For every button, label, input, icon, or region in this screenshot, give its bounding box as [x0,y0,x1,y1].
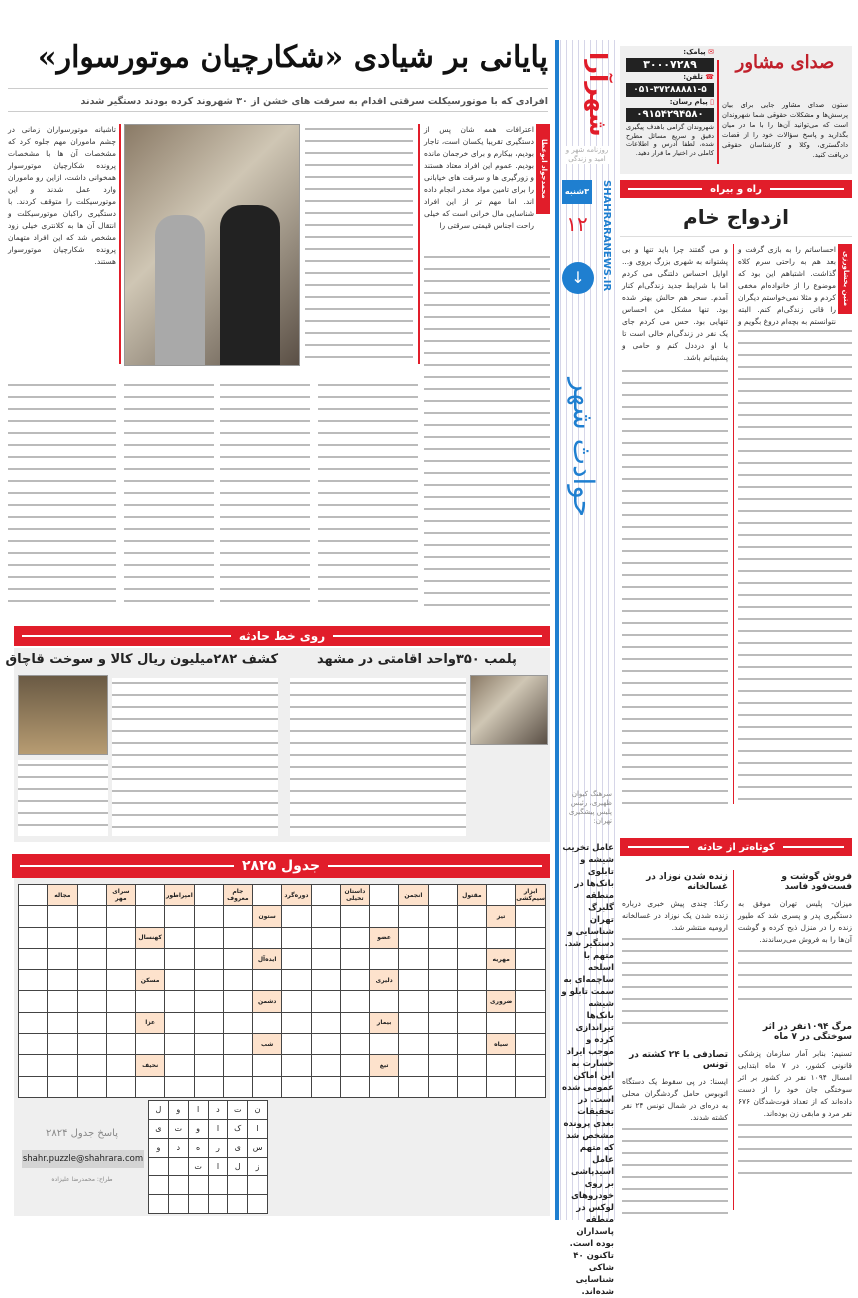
answer-cell: و [149,1139,168,1157]
crossword-cell[interactable] [516,928,545,948]
crossword-cell[interactable] [224,906,252,926]
phone-icon: ☎ [702,73,714,81]
crossword-cell[interactable] [224,1077,252,1097]
crossword-clue: شب [253,1034,281,1054]
crossword-cell[interactable] [48,1055,76,1075]
crossword-cell[interactable] [516,1034,545,1054]
crossword-cell[interactable] [282,1013,310,1033]
crossword-cell[interactable] [341,906,369,926]
crossword-cell[interactable] [195,970,223,990]
column-text-left: و می گفتند چرا باید تنها و بی پشتوانه به شهری بزرگ بروی و... اوایل احساس دلتنگی می کردم اما با شرایط جدید زندگی‌ام کنار آمدم. سحر هم حالش بهتر شده بود. تنها مشکل من احساس تنهایی بود. حس می کردم جای یک نفر در زندگی‌ام خالی است تا با او درددل کنم و حامی و پشتیبانم باشد. [622,245,728,362]
crossword-cell[interactable] [458,949,486,969]
main-headline: پایانی بر شیادی «شکارچیان موتورسوار» [37,40,548,75]
crossword-cell[interactable] [370,949,398,969]
crossword-cell[interactable] [516,970,545,990]
section-name: حوادث شهر [567,378,600,518]
crossword-cell[interactable] [429,885,457,905]
answer-cell: و [169,1101,188,1119]
crossword-cell[interactable] [458,991,486,1011]
answer-cell: د [209,1101,228,1119]
answer-cell: و [189,1120,208,1138]
column-author-tag: متین بخشاورزی [838,244,852,314]
brief-text: میزان- پلیس تهران موفق به دستگیری پدر و پسری شد که طیور زنده را در منزل ذبح کرده و گوشت آن‌ها را به فروش می‌رساندند. [738,899,852,944]
crossword-clue: مجاله [48,885,76,905]
crossword-cell[interactable] [165,928,193,948]
crossword-clue: ایده‌آل [253,949,281,969]
crossword-cell[interactable] [458,928,486,948]
crossword-cell[interactable] [78,1013,106,1033]
crossword-cell[interactable] [487,1077,515,1097]
crossword-cell[interactable] [195,928,223,948]
answer-cell: ت [189,1158,208,1176]
crossword-cell[interactable] [312,1034,340,1054]
crossword-cell[interactable] [165,1077,193,1097]
crossword-cell[interactable] [341,949,369,969]
crossword-cell[interactable] [312,1013,340,1033]
answer-cell: ک [228,1120,247,1138]
crossword-cell[interactable] [370,1034,398,1054]
article-photo [124,124,300,366]
brief-title: مرگ ۱۰۹۴نفر در اثر سوختگی در ۷ ماه [762,1022,852,1042]
crossword-cell[interactable] [282,991,310,1011]
answer-cell: ا [248,1120,267,1138]
crossword-cell[interactable] [282,970,310,990]
crossword-cell[interactable] [312,970,340,990]
crossword-cell[interactable] [312,928,340,948]
crossword-clue: نحیف [136,1055,164,1075]
crossword-cell[interactable] [370,1077,398,1097]
crossword-cell[interactable] [78,885,106,905]
crossword-cell[interactable] [458,970,486,990]
crossword-cell[interactable] [195,991,223,1011]
answer-cell: ه [189,1139,208,1157]
crossword-cell[interactable] [399,928,427,948]
article-column [305,124,413,364]
crossword-cell[interactable] [312,1077,340,1097]
crossword-cell[interactable] [19,991,47,1011]
answer-cell: ا [209,1158,228,1176]
crossword-clue: دلیری [370,970,398,990]
crossword-cell[interactable] [312,991,340,1011]
crossword-cell[interactable] [399,949,427,969]
crossword-cell[interactable] [224,1013,252,1033]
crossword-cell[interactable] [458,1055,486,1075]
crossword-cell[interactable] [224,928,252,948]
crossword-cell[interactable] [399,991,427,1011]
crossword-cell[interactable] [78,906,106,926]
crossword-cell[interactable] [19,1077,47,1097]
tagline: روزنامه شهر و امید و زندگی [562,146,612,164]
smuggling-photo [18,675,108,755]
crossword-cell[interactable] [429,928,457,948]
crossword-cell[interactable] [19,949,47,969]
crossword-cell[interactable] [48,949,76,969]
crossword-cell[interactable] [136,1077,164,1097]
phone-label: تلفن: [683,73,703,81]
answer-cell: ی [228,1139,247,1157]
crossword-cell[interactable] [78,949,106,969]
answer-cell: ا [189,1101,208,1119]
article-column-left: تاشیانه موتورسواران زمانی در چشم ماموران مهم جلوه کرد که مشخصات آن ها با مشخصات پرونده شکارچیان موتورسوار همخوانی داشت، ازاین رو ماموران وارد عمل شدند و این موتورسیکلت را متوقف کردند. با دستگیری راکبان موتورسیکلت و انتقال آن ها به کلانتری خیلی زود مشخص شد که این افراد متهمان پرونده شکارچیان موتورسوار هستند. [8,125,116,266]
crossword-cell[interactable] [341,1077,369,1097]
crossword-cell[interactable] [516,1013,545,1033]
crossword-clue: کهنسال [136,928,164,948]
crossword-cell[interactable] [370,906,398,926]
puzzle-email[interactable]: shahr.puzzle@shahrara.com [22,1150,144,1168]
crossword-cell[interactable] [487,970,515,990]
brief-item [622,872,728,1024]
answer-cell [149,1195,168,1213]
crossword-cell[interactable] [195,906,223,926]
designer-credit: طراح: محمدرضا علیزاده [51,1176,113,1183]
crossword-cell[interactable] [48,1034,76,1054]
crossword-cell[interactable] [282,1077,310,1097]
crossword-cell[interactable] [78,1055,106,1075]
crossword-cell[interactable] [516,949,545,969]
crossword-cell[interactable] [487,928,515,948]
sms-icon: ✉ [705,48,714,56]
crossword-clue: سرای مهر [107,885,135,905]
crossword-clue: ضروری [487,991,515,1011]
crossword-cell[interactable] [312,885,340,905]
answer-cell [248,1195,267,1213]
answer-cell: ی [149,1120,168,1138]
crossword-cell[interactable] [429,1013,457,1033]
crossword-cell[interactable] [399,1055,427,1075]
crossword-cell[interactable] [341,1013,369,1033]
answer-title: پاسخ جدول ۲۸۲۴ [45,1128,119,1139]
sms-number[interactable]: ۳۰۰۰۷۲۸۹ [626,58,714,72]
crossword-cell[interactable] [19,906,47,926]
answer-cell: ل [149,1101,168,1119]
advisor-description: ستون صدای مشاور جایی برای بیان پرسش‌ها و مشکلات حقوقی شما شهروندان است که می‌توانید آن‌ها را با ما در میان بگذارید و پاسخ سؤالات خود را از قضات دادگستری، وکلا و کارشناسان حقوقی دریافت کنید. [722,101,848,159]
crossword-cell[interactable] [487,1013,515,1033]
crossword-cell[interactable] [429,949,457,969]
crossword-cell[interactable] [224,991,252,1011]
crossword-clue: مقتول [458,885,486,905]
answer-cell [189,1176,208,1194]
answer-cell [248,1176,267,1194]
answer-cell [149,1176,168,1194]
answer-cell: ل [228,1158,247,1176]
crossword-cell[interactable] [282,906,310,926]
briefs-title: کوتاه‌تر از حادثه [697,841,775,853]
crossword-cell[interactable] [341,928,369,948]
messenger-number[interactable]: ۰۹۱۵۴۲۹۴۵۸۰ [626,108,714,122]
crossword-cell[interactable] [165,1013,193,1033]
crossword-cell[interactable] [458,1013,486,1033]
crossword-cell[interactable] [19,1055,47,1075]
answer-cell [189,1195,208,1213]
crossword-clue: انجمن [399,885,427,905]
crossword-cell[interactable] [195,949,223,969]
crossword-cell[interactable] [136,1034,164,1054]
answer-cell [209,1195,228,1213]
answer-cell [169,1195,188,1213]
crossword-clue: مسکن [136,970,164,990]
crossword-clue: جام معروف [224,885,252,905]
crossword-cell[interactable] [136,885,164,905]
crossword-cell[interactable] [341,991,369,1011]
crossword-cell[interactable] [370,991,398,1011]
crossword-cell[interactable] [107,970,135,990]
crossword-clue: داستان تخیلی [341,885,369,905]
crossword-cell[interactable] [195,1034,223,1054]
newspaper-logo: شهرآرا [584,51,612,137]
crossword-cell[interactable] [78,1034,106,1054]
answer-cell: ز [248,1158,267,1176]
crossword-cell[interactable] [165,1034,193,1054]
crossword-clue: تیغ [370,1055,398,1075]
column-section-title: راه و بیراه [710,183,762,195]
crossword-cell[interactable] [487,885,515,905]
crossword-cell[interactable] [253,970,281,990]
website[interactable]: SHAHRARANEWS.IR [601,180,612,292]
crossword-clue: امپراطور [165,885,193,905]
answer-grid [148,1100,268,1214]
phone-number[interactable]: ۰۵۱-۳۷۲۸۸۸۸۱-۵ [626,83,714,97]
answer-cell [149,1158,168,1176]
crossword-cell[interactable] [282,1055,310,1075]
crossword-title: جدول ۲۸۲۵ [241,858,321,874]
advisor-note: شهروندان گرامی باهدف پیگیری دقیق و سریع مسائل مطرح شده، لطفا آدرس و اطلاعات کاملی در اختیار ما قرار دهید. [626,123,714,157]
incident-section-bar [14,626,550,646]
crossword-cell[interactable] [107,1055,135,1075]
crossword-clue: ابزار سیم‌کشی [516,885,545,905]
sealing-photo [470,675,548,745]
crossword-cell[interactable] [19,1034,47,1054]
crossword-cell[interactable] [253,1077,281,1097]
crossword-cell[interactable] [370,885,398,905]
crossword-cell[interactable] [136,906,164,926]
crossword-cell[interactable] [429,906,457,926]
sms-label: پیامک: [683,48,706,56]
crossword-cell[interactable] [165,1055,193,1075]
crossword-cell[interactable] [107,1013,135,1033]
answer-cell [169,1176,188,1194]
crossword-cell[interactable] [341,1055,369,1075]
side-caption: سرهنگ کیوان ظهیری، رئیس پلیس پیشگیری تهران: [568,790,612,825]
crossword-cell[interactable] [107,949,135,969]
crossword-cell[interactable] [458,906,486,926]
crossword-cell[interactable] [429,991,457,1011]
main-subheadline: افرادی که با موتورسیکلت سرقتی اقدام به سرقت های خشن از ۳۰ شهروند کرده بودند دستگیر شدند [8,96,548,112]
crossword-cell[interactable] [429,1055,457,1075]
answer-cell: ر [209,1139,228,1157]
crossword-cell[interactable] [78,991,106,1011]
crossword-cell[interactable] [165,970,193,990]
crossword-cell[interactable] [78,1077,106,1097]
crossword-cell[interactable] [195,885,223,905]
crossword-cell[interactable] [341,970,369,990]
column-text-right: احساساتم را به بازی گرفت و بعد هم به راحتی سرم کلاه گذاشت. اشتباهم این بود که موضوع را از خانواده‌ام مخفی کردم و مثلا نمی‌خواستم دیگران را قاتی زندگی‌ام کنم. البته نتوانستم به بچه‌ام دروغ بگویم و [738,245,836,326]
crossword-cell[interactable] [399,1013,427,1033]
crossword-cell[interactable] [253,885,281,905]
crossword-cell[interactable] [516,991,545,1011]
crossword-cell[interactable] [253,928,281,948]
crossword-cell[interactable] [516,1077,545,1097]
crossword-cell[interactable] [516,1055,545,1075]
incident-section-title: روی خط حادثه [238,629,326,643]
answer-cell [228,1176,247,1194]
answer-cell: ت [169,1120,188,1138]
crossword-cell[interactable] [136,991,164,1011]
crossword-cell[interactable] [48,991,76,1011]
crossword-cell[interactable] [195,1077,223,1097]
crossword-cell[interactable] [48,970,76,990]
brief-title: تصادفی با ۲۴ کشته در تونس [629,1050,728,1070]
crossword-cell[interactable] [458,1034,486,1054]
answer-cell: د [169,1139,188,1157]
crossword-cell[interactable] [195,1013,223,1033]
crossword-cell[interactable] [341,1034,369,1054]
crossword-cell[interactable] [224,1034,252,1054]
crossword-grid[interactable] [18,884,546,1098]
crossword-cell[interactable] [19,1013,47,1033]
crossword-cell[interactable] [282,949,310,969]
answer-cell: س [248,1139,267,1157]
crossword-cell[interactable] [107,1077,135,1097]
crossword-cell[interactable] [312,949,340,969]
answer-cell: ن [248,1101,267,1119]
crossword-cell[interactable] [195,1055,223,1075]
crossword-cell[interactable] [253,1055,281,1075]
crossword-cell[interactable] [107,906,135,926]
crossword-cell[interactable] [19,970,47,990]
crossword-clue: مهریه [487,949,515,969]
crossword-clue: سیاه [487,1034,515,1054]
crossword-cell[interactable] [107,991,135,1011]
crossword-cell[interactable] [312,906,340,926]
messenger-label: پیام رسان: [669,98,708,106]
crossword-clue: ستون [253,906,281,926]
brief-text: تسنیم: بنابر آمار سازمان پزشکی قانونی کشور، در ۷ ماه ابتدایی امسال ۱۰۹۴ نفر در کشور بر اثر سوختگی جان خود را از دست داده‌اند که از تعداد فوت‌شدگان ۶۷۶ نفر مرد و مابقی زن بوده‌اند. [738,1049,853,1118]
brief-item [738,872,852,1006]
answer-cell [169,1158,188,1176]
brief-title: زنده شدن نوزاد در غسالخانه [646,872,728,892]
author-tag: محمدجواد ابوعطا [536,124,550,214]
answer-cell: ا [209,1120,228,1138]
crossword-cell[interactable] [253,1013,281,1033]
brief-item [738,1022,852,1180]
crossword-clue: دوره‌گرد [282,885,310,905]
story-title-smuggling: کشف ۲۸۲میلیون ریال کالا و سوخت قاچاق [5,652,278,667]
crossword-cell[interactable] [78,970,106,990]
crossword-cell[interactable] [165,991,193,1011]
crossword-cell[interactable] [48,928,76,948]
crossword-cell[interactable] [165,949,193,969]
crossword-cell[interactable] [399,1034,427,1054]
crossword-cell[interactable] [458,1077,486,1097]
crossword-cell[interactable] [78,928,106,948]
crossword-cell[interactable] [516,906,545,926]
story-title-sealing: پلمب ۳۵۰واحد اقامتی در مشهد [317,652,517,667]
crossword-cell[interactable] [19,928,47,948]
answer-cell [228,1195,247,1213]
crossword-cell[interactable] [107,928,135,948]
brief-text: رکنا: چندی پیش خبری درباره زنده شدن یک نوزاد در غسالخانه ارومیه منتشر شد. [622,899,728,932]
brief-text: ایسنا: در پی سقوط یک دستگاه اتوبوس حامل گردشگران محلی به دره‌ای در شمال تونس ۲۴ نفر کشته شدند. [622,1077,728,1122]
crossword-cell[interactable] [487,1055,515,1075]
crossword-clue: عزا [136,1013,164,1033]
arrow-down-icon: ↓ [562,262,594,294]
crossword-cell[interactable] [224,1055,252,1075]
crossword-cell[interactable] [224,970,252,990]
crossword-cell[interactable] [48,906,76,926]
crossword-cell[interactable] [429,1077,457,1097]
brief-title: فروش گوشت و فست‌فود فاسد [781,872,852,892]
crossword-cell[interactable] [48,1013,76,1033]
crossword-cell[interactable] [19,885,47,905]
crossword-cell[interactable] [48,1077,76,1097]
crossword-clue: بیمار [370,1013,398,1033]
weekday: ۳شنبه [562,180,592,204]
crossword-cell[interactable] [107,1034,135,1054]
brief-item [622,1050,728,1214]
crossword-cell[interactable] [165,906,193,926]
crossword-clue: دشمن [253,991,281,1011]
crossword-clue: عضو [370,928,398,948]
answer-cell [209,1176,228,1194]
crossword-cell[interactable] [136,949,164,969]
answer-cell: ت [228,1101,247,1119]
crossword-cell[interactable] [282,928,310,948]
column-section-bar [620,180,852,198]
briefs-bar [620,838,852,856]
crossword-clue: تیز [487,906,515,926]
side-news: عامل تخریب شیشه و تابلوی بانک‌ها در منطقه گلبرگ تهران شناسایی و دستگیر شد. متهم با اسلحه ساچمه‌ای به سمت تابلو و شیشه بانک‌ها تیراندازی کرده و موجب ایراد خسارت به این اماکن عمومی شده است. در تحقیقات بعدی پرونده مشخص شد که متهم عامل اسیدپاشی بر روی خودروهای لوکس در منطقه پاسداران بوده است. تاکنون ۴۰ شاکی شناسایی شده‌اند. [561,843,614,1297]
advisor-logo: صدای مشاور [735,52,835,73]
crossword-cell[interactable] [224,949,252,969]
article-column-right: اعترافات همه شان پس از دستگیری تقریبا یکسان است، تاجار بودیم، بیکارم و برای خرجمان مانده بودیم. عموم این افراد معتاد هستند و زورگیری ها و سرقت های خیابانی را برای تامین مواد مخدر انجام داده اند. اما مهم تر از این افراد شناسایی مال خرانی است که خیلی راحت اجناس قیمتی سرقتی را [424,125,534,230]
crossword-bar [12,854,550,878]
crossword-cell[interactable] [312,1055,340,1075]
crossword-cell[interactable] [429,1034,457,1054]
crossword-cell[interactable] [429,970,457,990]
column-title: ازدواج خام [683,205,789,229]
page-number: ۱۲ [566,212,588,236]
crossword-cell[interactable] [399,970,427,990]
crossword-cell[interactable] [399,906,427,926]
mobile-icon: ▯ [707,98,714,106]
crossword-cell[interactable] [282,1034,310,1054]
crossword-cell[interactable] [399,1077,427,1097]
